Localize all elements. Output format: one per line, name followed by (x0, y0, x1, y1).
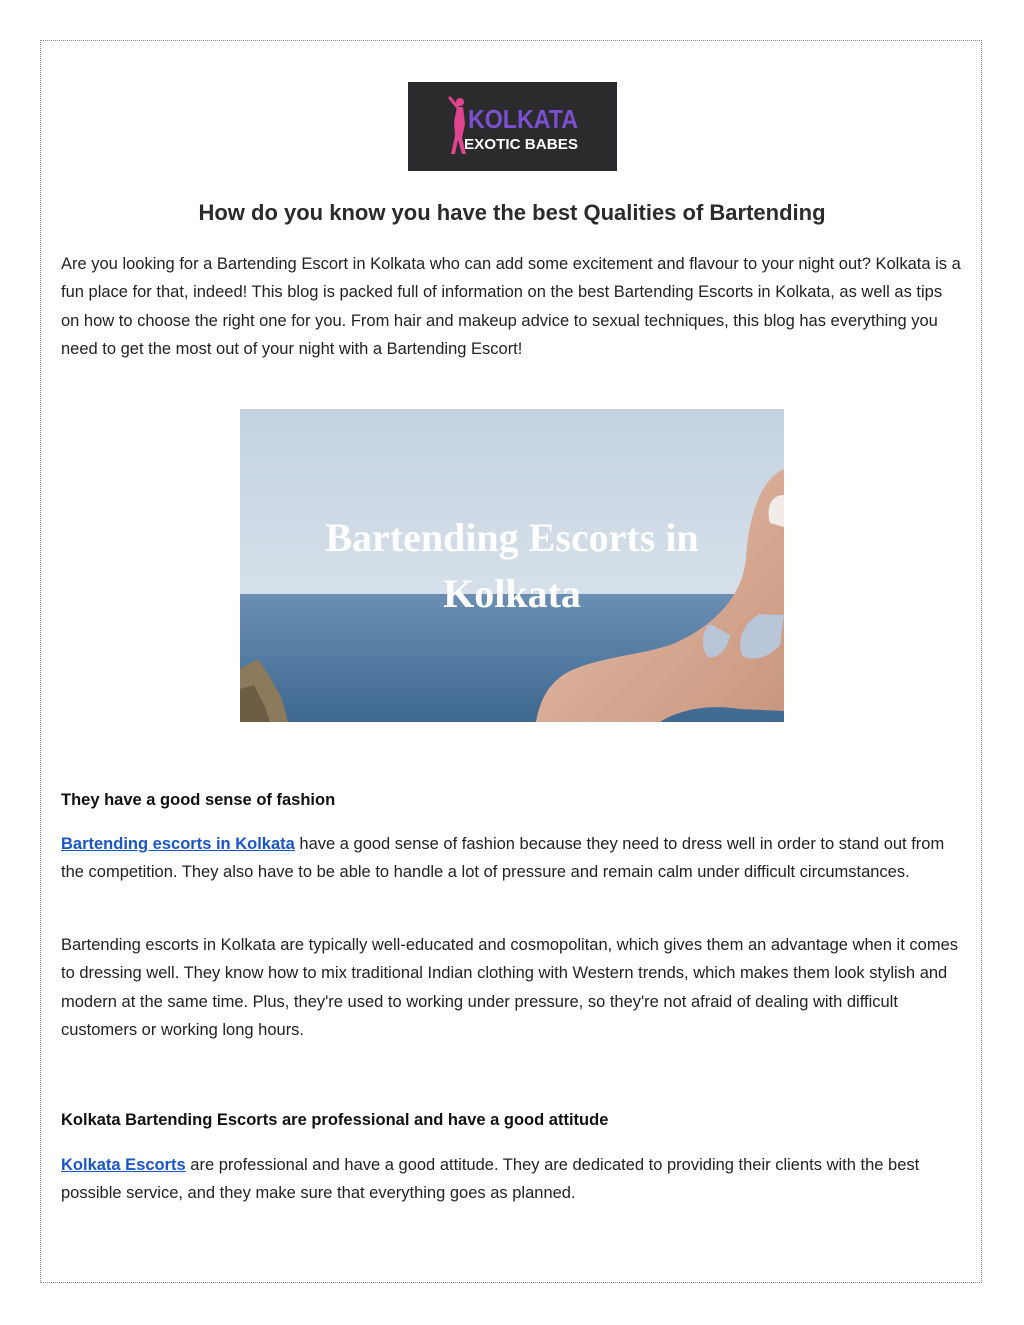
section1-paragraph1-text: have a good sense of fashion because they need to dress well in order to stand out from the competition. They also have to be able to handle a lot of pressure and remain calm under difficult circumstances. (61, 835, 945, 882)
bartending-escorts-link[interactable]: Bartending escorts in Kolkata (61, 835, 295, 853)
section1-heading: They have a good sense of fashion (61, 791, 336, 809)
hero-image (240, 409, 784, 722)
section1-paragraph1 (61, 830, 961, 887)
hero-caption-line2: Kolkata (443, 571, 581, 616)
section2-paragraph1-text: are professional and have a good attitude. They are dedicated to providing their clients with the best possible service, and they make sure that everything goes as planned. (61, 1156, 920, 1203)
section2-paragraph1 (61, 1151, 961, 1208)
logo-line1: KOLKATA (468, 104, 579, 134)
site-logo[interactable] (408, 82, 617, 171)
logo-line2: EXOTIC BABES (464, 136, 578, 153)
section1-paragraph2: Bartending escorts in Kolkata are typically well-educated and cosmopolitan, which gives them an advantage when it comes to dressing well. They know how to mix traditional Indian clothing with Western trends, which makes them look stylish and modern at the same time. Plus, they're used to working under pressure, so they're not afraid of dealing with difficult customers or working long hours. (61, 936, 958, 1039)
intro-paragraph: Are you looking for a Bartending Escort in Kolkata who can add some excitement and flavour to your night out? Kolkata is a fun place for that, indeed! This blog is packed full of information on the best Bartending Escorts in Kolkata, as well as tips on how to choose the right one for you. From hair and makeup advice to sexual techniques, this blog has everything you need to get the most out of your night with a Bartending Escort! (61, 255, 961, 358)
kolkata-escorts-link[interactable]: Kolkata Escorts (61, 1156, 186, 1174)
hero-caption-line1: Bartending Escorts in (325, 515, 699, 560)
section2-heading: Kolkata Bartending Escorts are professional and have a good attitude (61, 1111, 609, 1129)
logo-graphic (408, 82, 617, 171)
article-title: How do you know you have the best Qualities of Bartending (198, 200, 826, 225)
